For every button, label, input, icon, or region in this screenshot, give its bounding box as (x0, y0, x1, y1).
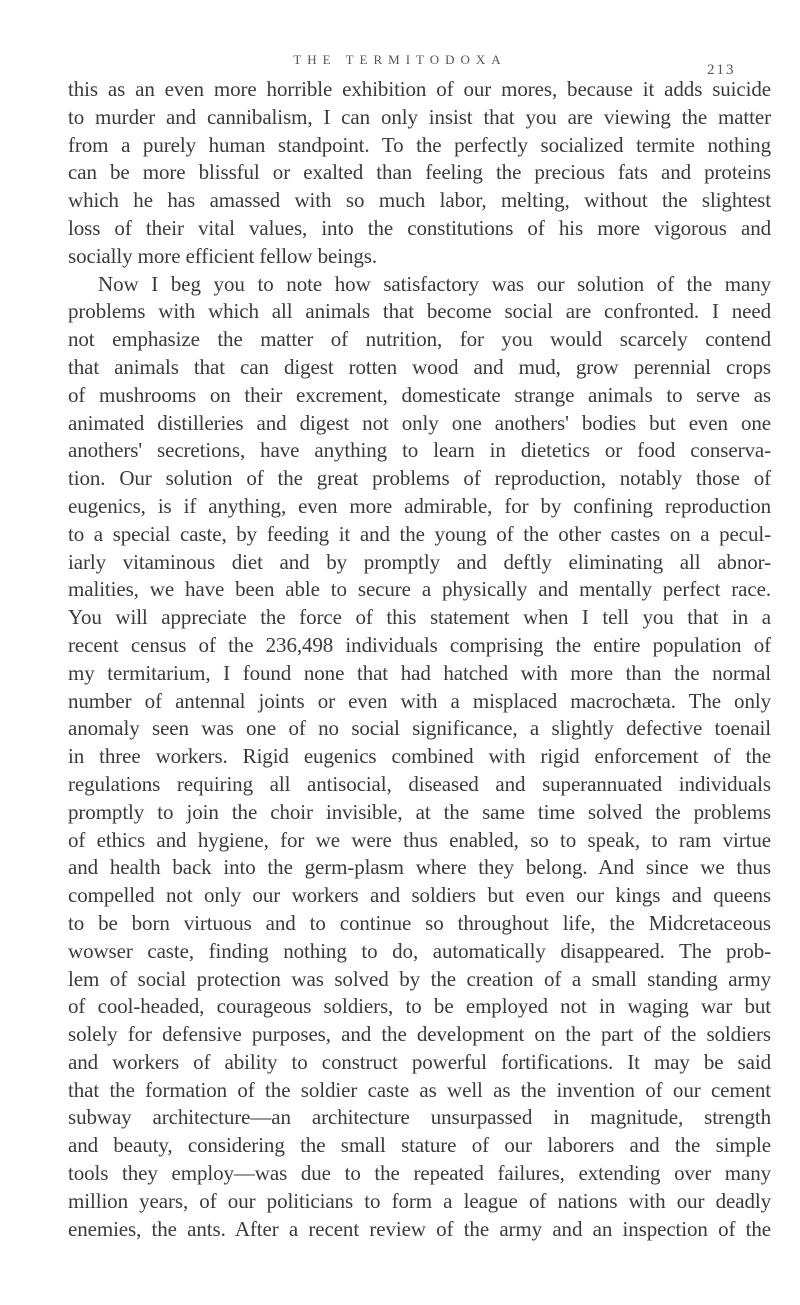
text-line: enemies, the ants. After a recent review of the army and an inspection of the (68, 1216, 771, 1241)
text-line: to murder and cannibalism, I can only insist that you are viewing the matter (68, 104, 771, 129)
text-line: and beauty, considering the small stature of our laborers and the simple (68, 1133, 771, 1158)
text-line: which he has amassed with so much labor, melting, without the slightest (68, 188, 771, 213)
text-line: to a special caste, by feeding it and the young of the other castes on a pecul- (68, 521, 771, 546)
text-line: from a purely human standpoint. To the perfectly socialized termite nothing (68, 132, 771, 157)
text-line: lem of social protection was solved by the creation of a small standing army (68, 966, 771, 991)
body-text (68, 76, 771, 1243)
paragraph-1 (68, 76, 771, 271)
text-line: solely for defensive purposes, and the development on the part of the soldiers (68, 1022, 771, 1047)
text-line: tools they employ—was due to the repeated failures, extending over many (68, 1161, 771, 1186)
text-line: You will appreciate the force of this statement when I tell you that in a (68, 605, 771, 630)
paragraph-2 (68, 271, 771, 1244)
text-line: that the formation of the soldier caste as well as the invention of our cement (68, 1077, 771, 1102)
text-line: number of antennal joints or even with a misplaced macrochæta. The only (68, 688, 771, 713)
text-line: that animals that can digest rotten wood and mud, grow perennial crops (68, 354, 771, 379)
text-line: my termitarium, I found none that had hatched with more than the normal (68, 660, 771, 685)
running-head: THE TERMITODOXA (293, 52, 507, 67)
text-line: anothers' secretions, have anything to learn in dietetics or food conserva- (68, 438, 771, 463)
text-line: compelled not only our workers and soldiers but even our kings and queens (68, 883, 771, 908)
text-line: socially more efficient fellow beings. (68, 243, 377, 268)
text-line: promptly to join the choir invisible, at the same time solved the problems (68, 799, 771, 824)
text-line: problems with which all animals that become social are confronted. I need (68, 299, 771, 324)
text-line: to be born virtuous and to continue so throughout life, the Midcretaceous (68, 910, 771, 935)
text-line: this as an even more horrible exhibition of our mores, because it adds suicide (68, 77, 771, 101)
text-line: in three workers. Rigid eugenics combined with rigid enforcement of the (68, 744, 771, 769)
text-line: subway architecture—an architecture unsurpassed in magnitude, strength (68, 1105, 771, 1130)
text-line: loss of their vital values, into the constitutions of his more vigorous and (68, 215, 771, 240)
text-line: and workers of ability to construct powerful fortifications. It may be said (68, 1049, 771, 1074)
text-line: anomaly seen was one of no social significance, a slightly defective toenail (68, 716, 771, 741)
text-line: of ethics and hygiene, for we were thus enabled, so to speak, to ram virtue (68, 827, 771, 852)
text-line: not emphasize the matter of nutrition, for you would scarcely contend (68, 327, 771, 352)
text-line: regulations requiring all antisocial, diseased and superannuated individuals (68, 771, 771, 796)
text-line: malities, we have been able to secure a physically and mentally perfect race. (68, 577, 771, 602)
text-line: million years, of our politicians to form a league of nations with our deadly (68, 1188, 771, 1213)
text-line: of cool-headed, courageous soldiers, to be employed not in waging war but (68, 994, 771, 1019)
text-line: tion. Our solution of the great problems of reproduction, notably those of (68, 466, 771, 491)
text-line: Now I beg you to note how satisfactory was our solution of the many (98, 271, 771, 296)
text-line: and health back into the germ-plasm where they belong. And since we thus (68, 855, 771, 880)
text-line: can be more blissful or exalted than feeling the precious fats and proteins (68, 160, 771, 185)
text-line: iarly vitaminous diet and by promptly and deftly eliminating all abnor- (68, 549, 771, 574)
text-line: eugenics, is if anything, even more admirable, for by confining reproduction (68, 493, 771, 518)
text-line: of mushrooms on their excrement, domesticate strange animals to serve as (68, 382, 771, 407)
text-line: wowser caste, finding nothing to do, automatically disappeared. The prob- (68, 938, 771, 963)
text-line: recent census of the 236,498 individuals comprising the entire population of (68, 632, 771, 657)
text-line: animated distilleries and digest not only one anothers' bodies but even one (68, 410, 771, 435)
page-number: 213 (707, 62, 736, 78)
